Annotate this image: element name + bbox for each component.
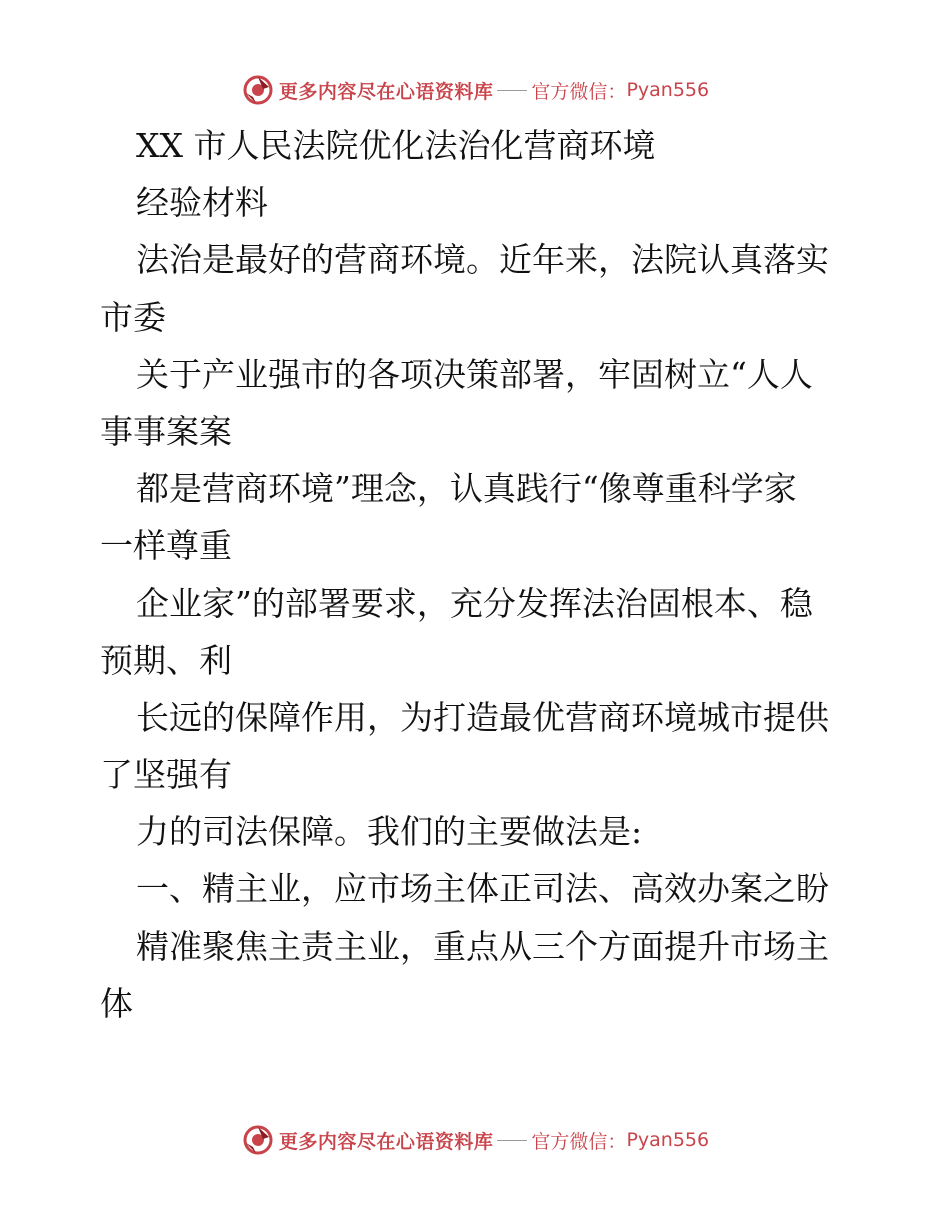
document-title: XX 市人民法院优化法治化营商环境 [136, 126, 656, 165]
text-line: 事事案案 [100, 411, 232, 451]
watermark-wechat-id: Pyan556 [626, 1129, 710, 1151]
text-line: 企业家”的部署要求，充分发挥法治固根本、稳 [136, 583, 813, 623]
watermark-promo-text: 更多内容尽在心语资料库 [278, 80, 494, 103]
text-line: 了坚强有 [100, 755, 232, 795]
text-line: 长远的保障作用，为打造最优营商环境城市提供 [136, 697, 829, 737]
text-line: 都是营商环境”理念，认真践行“像尊重科学家 [136, 469, 797, 509]
watermark-divider [497, 90, 527, 91]
text-line: 精准聚焦主责主业，重点从三个方面提升市场主 [136, 926, 829, 966]
watermark-divider [497, 1140, 527, 1141]
text-line: 一样尊重 [100, 526, 232, 566]
document-subtitle: 经验材料 [136, 183, 268, 223]
text-line: 法治是最好的营商环境。近年来，法院认真落实 [136, 240, 829, 280]
text-line: 力的司法保障。我们的主要做法是: [136, 812, 643, 852]
brand-logo-icon [241, 1123, 275, 1157]
document-body [100, 117, 860, 1032]
section-heading: 一、精主业，应市场主体正司法、高效办案之盼 [136, 869, 829, 909]
footer-watermark [0, 1120, 950, 1160]
header-watermark [0, 70, 950, 110]
brand-logo-icon [241, 73, 275, 107]
watermark-wechat-label: 官方微信： [531, 80, 627, 103]
text-line: 预期、利 [100, 640, 232, 680]
watermark-wechat-label: 官方微信： [531, 1130, 627, 1153]
watermark-wechat-id: Pyan556 [626, 79, 710, 101]
text-line: 关于产业强市的各项决策部署，牢固树立“人人 [136, 354, 813, 394]
watermark-promo-text: 更多内容尽在心语资料库 [278, 1130, 494, 1153]
text-line: 市委 [100, 297, 166, 337]
text-line: 体 [100, 983, 133, 1023]
